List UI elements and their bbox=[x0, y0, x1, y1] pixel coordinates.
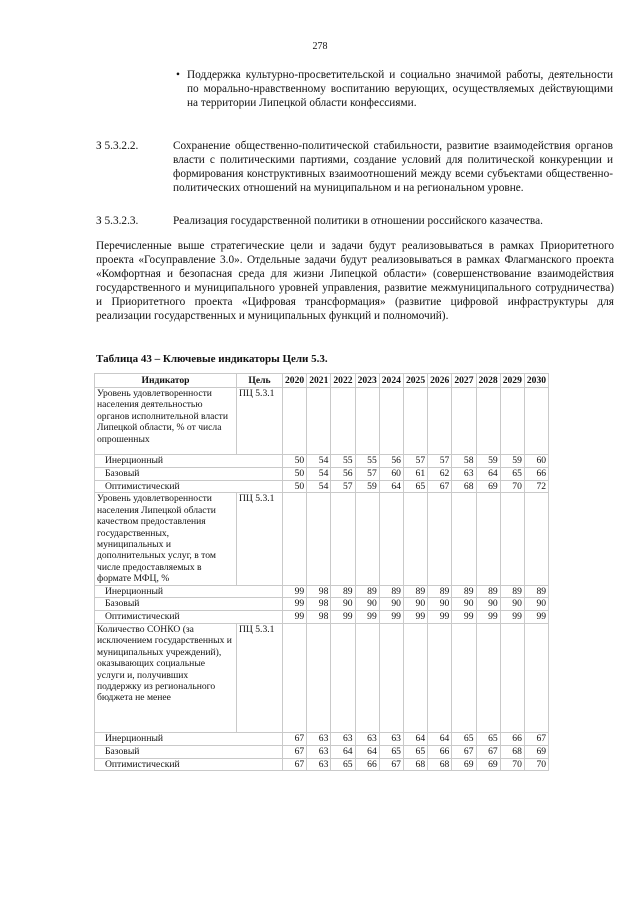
value-cell: 67 bbox=[524, 733, 548, 746]
value-cell: 59 bbox=[500, 455, 524, 468]
value-cell: 56 bbox=[379, 455, 403, 468]
empty-cell bbox=[452, 493, 476, 585]
value-cell: 98 bbox=[307, 611, 331, 624]
empty-cell bbox=[476, 388, 500, 455]
value-cell: 64 bbox=[331, 745, 355, 758]
empty-cell bbox=[307, 624, 331, 733]
empty-cell bbox=[500, 624, 524, 733]
value-cell: 67 bbox=[476, 745, 500, 758]
scenario-row bbox=[95, 745, 549, 758]
empty-cell bbox=[283, 624, 307, 733]
empty-cell bbox=[307, 493, 331, 585]
value-cell: 67 bbox=[283, 745, 307, 758]
value-cell: 65 bbox=[403, 745, 427, 758]
header-cell: 2022 bbox=[331, 374, 355, 388]
value-cell: 58 bbox=[452, 455, 476, 468]
empty-cell bbox=[331, 493, 355, 585]
header-cell: 2023 bbox=[355, 374, 379, 388]
scenario-row bbox=[95, 611, 549, 624]
value-cell: 59 bbox=[355, 480, 379, 493]
value-cell: 65 bbox=[379, 745, 403, 758]
value-cell: 90 bbox=[331, 598, 355, 611]
header-cell: 2021 bbox=[307, 374, 331, 388]
value-cell: 63 bbox=[379, 733, 403, 746]
value-cell: 55 bbox=[331, 455, 355, 468]
scenario-row bbox=[95, 455, 549, 468]
empty-cell bbox=[355, 624, 379, 733]
empty-cell bbox=[428, 493, 452, 585]
value-cell: 50 bbox=[283, 455, 307, 468]
empty-cell bbox=[524, 388, 548, 455]
empty-cell bbox=[500, 388, 524, 455]
value-cell: 72 bbox=[524, 480, 548, 493]
bullet-text: Поддержка культурно-просветительской и социально значимой работы, деятельности по морально-нравственному воспитанию верующих, осуществляемых действующими на территории Липецкой области конфессиями. bbox=[187, 69, 613, 109]
empty-cell bbox=[379, 624, 403, 733]
value-cell: 70 bbox=[500, 480, 524, 493]
scenario-label: Оптимистический bbox=[95, 758, 283, 771]
empty-cell bbox=[331, 624, 355, 733]
value-cell: 90 bbox=[355, 598, 379, 611]
empty-cell bbox=[403, 624, 427, 733]
scenario-label: Оптимистический bbox=[95, 611, 283, 624]
scenario-row bbox=[95, 480, 549, 493]
header-cell: Индикатор bbox=[95, 374, 237, 388]
empty-cell bbox=[379, 388, 403, 455]
value-cell: 54 bbox=[307, 455, 331, 468]
header-cell: 2028 bbox=[476, 374, 500, 388]
value-cell: 63 bbox=[355, 733, 379, 746]
empty-cell bbox=[452, 624, 476, 733]
value-cell: 65 bbox=[500, 467, 524, 480]
value-cell: 64 bbox=[403, 733, 427, 746]
value-cell: 89 bbox=[355, 585, 379, 598]
empty-cell bbox=[524, 624, 548, 733]
indicator-name: Уровень удовлетворенности населения деятельностью органов исполнительной власти Липецкой области, % от числа опрошенных bbox=[95, 388, 237, 455]
value-cell: 50 bbox=[283, 480, 307, 493]
value-cell: 89 bbox=[331, 585, 355, 598]
task-code: З 5.3.2.3. bbox=[96, 215, 139, 227]
empty-cell bbox=[500, 493, 524, 585]
value-cell: 68 bbox=[403, 758, 427, 771]
value-cell: 64 bbox=[476, 467, 500, 480]
indicator-name: Количество СОНКО (за исключением государственных и муниципальных учреждений), оказывающих социальные услуги и, получивших поддержку из регионального бюджета не менее bbox=[95, 624, 237, 733]
value-cell: 99 bbox=[428, 611, 452, 624]
value-cell: 90 bbox=[524, 598, 548, 611]
scenario-label: Базовый bbox=[95, 467, 283, 480]
value-cell: 90 bbox=[428, 598, 452, 611]
value-cell: 65 bbox=[331, 758, 355, 771]
value-cell: 66 bbox=[500, 733, 524, 746]
table-header-row bbox=[95, 374, 549, 388]
value-cell: 98 bbox=[307, 585, 331, 598]
value-cell: 60 bbox=[379, 467, 403, 480]
value-cell: 65 bbox=[403, 480, 427, 493]
scenario-row bbox=[95, 585, 549, 598]
scenario-label: Инерционный bbox=[95, 585, 283, 598]
empty-cell bbox=[307, 388, 331, 455]
value-cell: 55 bbox=[355, 455, 379, 468]
value-cell: 99 bbox=[452, 611, 476, 624]
indicator-name: Уровень удовлетворенности населения Липецкой области качеством предоставления государственных, муниципальных и дополнительных услуг, в том числе предоставляемых в формате МФЦ, % bbox=[95, 493, 237, 585]
value-cell: 65 bbox=[452, 733, 476, 746]
header-cell: 2029 bbox=[500, 374, 524, 388]
value-cell: 67 bbox=[428, 480, 452, 493]
value-cell: 89 bbox=[403, 585, 427, 598]
value-cell: 64 bbox=[355, 745, 379, 758]
header-cell: 2026 bbox=[428, 374, 452, 388]
value-cell: 62 bbox=[428, 467, 452, 480]
value-cell: 89 bbox=[452, 585, 476, 598]
indicator-row bbox=[95, 493, 549, 585]
scenario-row bbox=[95, 598, 549, 611]
empty-cell bbox=[331, 388, 355, 455]
indicator-goal: ПЦ 5.3.1 bbox=[237, 624, 283, 733]
header-cell: 2030 bbox=[524, 374, 548, 388]
empty-cell bbox=[452, 388, 476, 455]
value-cell: 90 bbox=[500, 598, 524, 611]
value-cell: 67 bbox=[283, 733, 307, 746]
value-cell: 57 bbox=[428, 455, 452, 468]
value-cell: 57 bbox=[403, 455, 427, 468]
value-cell: 61 bbox=[403, 467, 427, 480]
indicator-row bbox=[95, 388, 549, 455]
value-cell: 65 bbox=[476, 733, 500, 746]
scenario-label: Базовый bbox=[95, 598, 283, 611]
scenario-row bbox=[95, 733, 549, 746]
value-cell: 90 bbox=[403, 598, 427, 611]
task-text: Сохранение общественно-политической стабильности, развитие взаимодействия органов власти с политическими партиями, создание условий для политической конкуренции и формирования конструктивных взаимоотношений между всеми субъектами общественно-политических отношений на муниципальном и на региональном уровне. bbox=[173, 140, 613, 194]
header-cell: 2024 bbox=[379, 374, 403, 388]
table-caption: Таблица 43 – Ключевые индикаторы Цели 5.3. bbox=[96, 353, 328, 365]
value-cell: 63 bbox=[307, 745, 331, 758]
value-cell: 99 bbox=[379, 611, 403, 624]
value-cell: 50 bbox=[283, 467, 307, 480]
value-cell: 69 bbox=[476, 758, 500, 771]
scenario-label: Инерционный bbox=[95, 455, 283, 468]
header-cell: 2025 bbox=[403, 374, 427, 388]
value-cell: 68 bbox=[428, 758, 452, 771]
value-cell: 89 bbox=[379, 585, 403, 598]
empty-cell bbox=[403, 388, 427, 455]
value-cell: 69 bbox=[476, 480, 500, 493]
task-code: З 5.3.2.2. bbox=[96, 140, 139, 152]
value-cell: 69 bbox=[452, 758, 476, 771]
value-cell: 99 bbox=[524, 611, 548, 624]
value-cell: 57 bbox=[331, 480, 355, 493]
value-cell: 99 bbox=[355, 611, 379, 624]
indicator-goal: ПЦ 5.3.1 bbox=[237, 388, 283, 455]
value-cell: 67 bbox=[379, 758, 403, 771]
scenario-label: Оптимистический bbox=[95, 480, 283, 493]
value-cell: 99 bbox=[283, 585, 307, 598]
scenario-row bbox=[95, 467, 549, 480]
value-cell: 99 bbox=[283, 611, 307, 624]
value-cell: 66 bbox=[428, 745, 452, 758]
value-cell: 66 bbox=[355, 758, 379, 771]
empty-cell bbox=[355, 493, 379, 585]
value-cell: 54 bbox=[307, 467, 331, 480]
value-cell: 89 bbox=[428, 585, 452, 598]
value-cell: 68 bbox=[500, 745, 524, 758]
value-cell: 56 bbox=[331, 467, 355, 480]
bullet-marker: • bbox=[176, 69, 180, 81]
header-cell: 2027 bbox=[452, 374, 476, 388]
task-text: Реализация государственной политики в отношении российского казачества. bbox=[173, 215, 543, 227]
value-cell: 63 bbox=[452, 467, 476, 480]
value-cell: 60 bbox=[524, 455, 548, 468]
value-cell: 67 bbox=[452, 745, 476, 758]
value-cell: 63 bbox=[331, 733, 355, 746]
empty-cell bbox=[403, 493, 427, 585]
value-cell: 70 bbox=[500, 758, 524, 771]
value-cell: 89 bbox=[476, 585, 500, 598]
value-cell: 99 bbox=[500, 611, 524, 624]
value-cell: 67 bbox=[283, 758, 307, 771]
scenario-label: Инерционный bbox=[95, 733, 283, 746]
indicators-table bbox=[94, 373, 549, 771]
value-cell: 89 bbox=[500, 585, 524, 598]
value-cell: 69 bbox=[524, 745, 548, 758]
header-cell: Цель bbox=[237, 374, 283, 388]
empty-cell bbox=[355, 388, 379, 455]
scenario-row bbox=[95, 758, 549, 771]
value-cell: 66 bbox=[524, 467, 548, 480]
value-cell: 89 bbox=[524, 585, 548, 598]
empty-cell bbox=[476, 624, 500, 733]
indicator-row bbox=[95, 624, 549, 733]
value-cell: 90 bbox=[476, 598, 500, 611]
value-cell: 90 bbox=[379, 598, 403, 611]
value-cell: 64 bbox=[379, 480, 403, 493]
value-cell: 99 bbox=[476, 611, 500, 624]
empty-cell bbox=[283, 493, 307, 585]
empty-cell bbox=[428, 624, 452, 733]
empty-cell bbox=[379, 493, 403, 585]
value-cell: 99 bbox=[403, 611, 427, 624]
value-cell: 70 bbox=[524, 758, 548, 771]
empty-cell bbox=[283, 388, 307, 455]
value-cell: 99 bbox=[331, 611, 355, 624]
value-cell: 59 bbox=[476, 455, 500, 468]
value-cell: 57 bbox=[355, 467, 379, 480]
indicator-goal: ПЦ 5.3.1 bbox=[237, 493, 283, 585]
empty-cell bbox=[428, 388, 452, 455]
empty-cell bbox=[476, 493, 500, 585]
body-paragraph: Перечисленные выше стратегические цели и задачи будут реализовываться в рамках Приоритетного проекта «Госуправление 3.0». Отдельные задачи будут реализовываться в рамках Флагманского проекта «Комфортная и безопасная среда для жизни Липецкой области» (совершенствование взаимодействия государственного и муниципального уровней управления, развитие межмуниципального сотрудничества) и Приоритетного проекта «Цифровая трансформация» (развитие цифровой инфраструктуры для реализации государственных и муниципальных функций и полномочий). bbox=[96, 240, 614, 322]
header-cell: 2020 bbox=[283, 374, 307, 388]
value-cell: 99 bbox=[283, 598, 307, 611]
empty-cell bbox=[524, 493, 548, 585]
value-cell: 90 bbox=[452, 598, 476, 611]
page-number: 278 bbox=[312, 41, 328, 52]
value-cell: 64 bbox=[428, 733, 452, 746]
value-cell: 98 bbox=[307, 598, 331, 611]
value-cell: 63 bbox=[307, 733, 331, 746]
value-cell: 54 bbox=[307, 480, 331, 493]
value-cell: 63 bbox=[307, 758, 331, 771]
value-cell: 68 bbox=[452, 480, 476, 493]
scenario-label: Базовый bbox=[95, 745, 283, 758]
